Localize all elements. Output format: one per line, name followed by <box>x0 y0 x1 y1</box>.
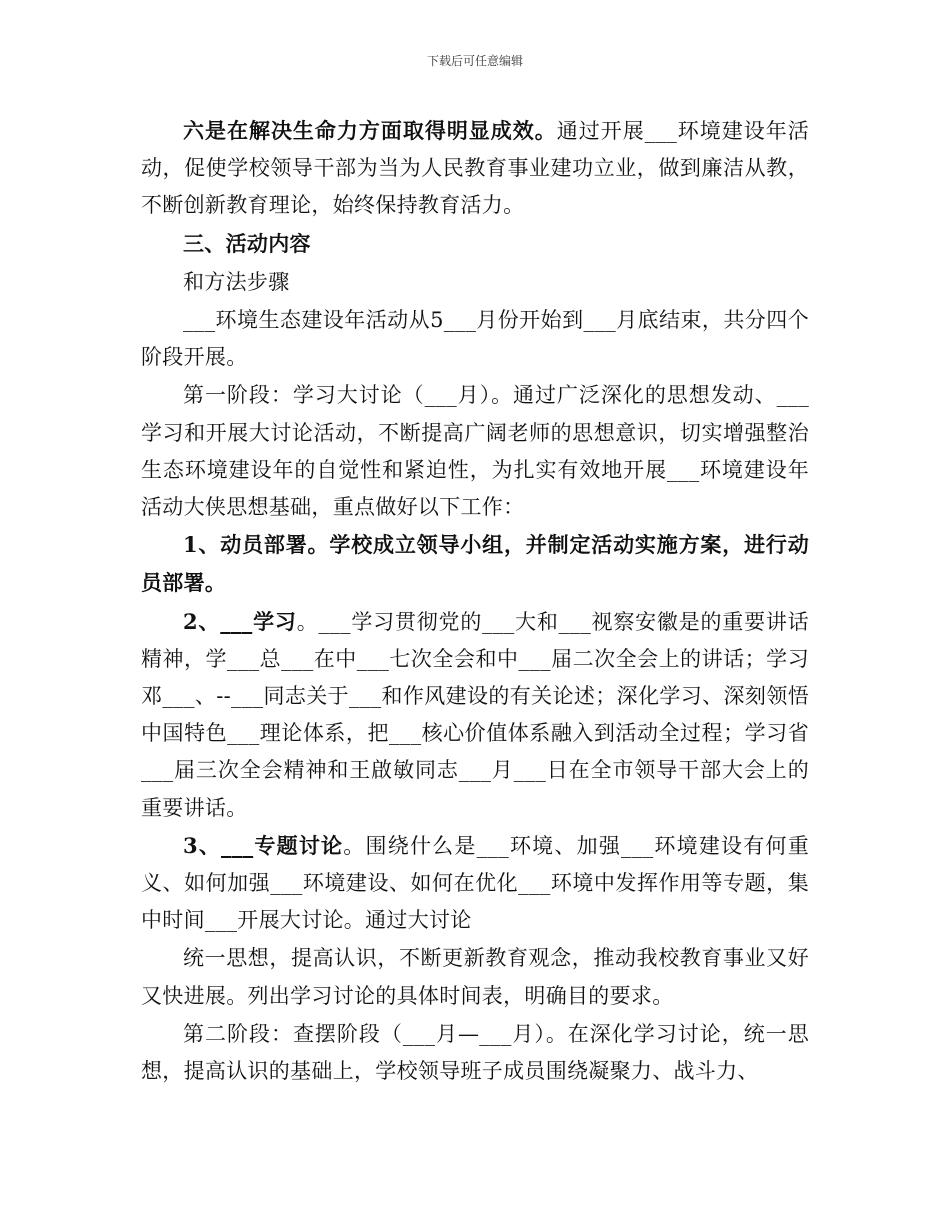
paragraph-10-text: 第二阶段：查摆阶段（___月—___月）。在深化学习讨论，统一思想，提高认识的基础上，学校领导班子成员围绕凝聚力、战斗力、 <box>141 1021 809 1084</box>
paragraph-10 <box>141 1015 809 1090</box>
paragraph-8 <box>141 827 809 940</box>
paragraph-4 <box>141 301 809 376</box>
paragraph-7 <box>141 603 809 827</box>
section-heading-text: 三、活动内容 <box>183 230 311 256</box>
paragraph-5 <box>141 376 809 526</box>
paragraph-1 <box>141 112 809 225</box>
paragraph-7-text: 。___学习贯彻党的___大和___视察安徽是的重要讲话精神，学___总___在中___七次全会和中___届二次全会上的讲话；学习邓___、--___同志关于___和作风建设的有关论述；深化学习、深刻领悟中国特色___理论体系，把___核心价值体系融入到活动全过程；学习省___届三次全会精神和王啟敏同志___月___日在全市领导干部大会上的重要讲话。 <box>141 609 809 820</box>
paragraph-6 <box>141 526 809 602</box>
paragraph-3 <box>141 263 809 301</box>
paragraph-6-bold: 1、动员部署。学校成立领导小组，并制定活动实施方案，进行动员部署。 <box>141 532 809 596</box>
paragraph-4-text: ___环境生态建设年活动从5___月份开始到___月底结束，共分四个阶段开展。 <box>141 308 809 370</box>
paragraph-5-text: 第一阶段：学习大讨论（___月）。通过广泛深化的思想发动、___学习和开展大讨论活动，不断提高广阔老师的思想意识，切实增强整治生态环境建设年的自觉性和紧迫性，为扎实有效地开展___环境建设年活动大侠思想基础，重点做好以下工作： <box>141 383 809 520</box>
paragraph-9 <box>141 939 809 1014</box>
paragraph-8-text: 。围绕什么是___环境、加强___环境建设有何重义、如何加强___环境建设、如何在优化___环境中发挥作用等专题，集中时间___开展大讨论。通过大讨论 <box>141 833 810 933</box>
paragraph-1-text: 通过开展___环境建设年活动，促使学校领导干部为当为人民教育事业建功立业，做到廉洁从教，不断创新教育理论，始终保持教育活力。 <box>141 119 809 218</box>
section-heading <box>141 225 809 263</box>
paragraph-1-bold: 六是在解决生命力方面取得明显成效。 <box>183 118 557 143</box>
page-header: 下载后可任意编辑 <box>426 54 523 68</box>
paragraph-8-bold: 3、___专题讨论 <box>183 832 344 858</box>
paragraph-3-text: 和方法步骤 <box>183 269 290 294</box>
paragraph-7-bold: 2、___学习 <box>183 608 297 634</box>
paragraph-9-text: 统一思想，提高认识，不断更新教育观念，推动我校教育事业又好又快进展。列出学习讨论的具体时间表，明确目的要求。 <box>141 946 809 1008</box>
document-body <box>141 112 809 1090</box>
